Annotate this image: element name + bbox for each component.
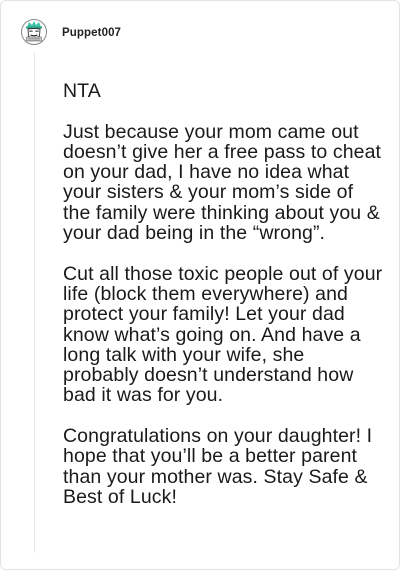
comment-paragraph: Congratulations on your daughter! I hope that you’ll be a better parent than your mother was. Stay Safe & Best of Luck! <box>63 425 373 508</box>
comment-paragraph: Just because your mom came out doesn’t give her a free pass to cheat on your dad, I have no idea what your sisters & your mom’s side of the family were thinking about you & your dad being in the “wrong”. <box>63 120 382 245</box>
thread-line[interactable] <box>34 53 35 553</box>
comment-paragraph: Cut all those toxic people out of your life (block them everywhere) and protect your family! Let your dad know what’s going on. And have a long talk with your wife, she probably doesn’t understand how bad it was for you. <box>63 262 383 407</box>
username[interactable]: Puppet007 <box>62 27 122 39</box>
anonymous-mask-avatar-icon[interactable] <box>21 19 47 45</box>
comment-paragraph: NTA <box>63 80 101 102</box>
comment-body <box>63 81 383 528</box>
